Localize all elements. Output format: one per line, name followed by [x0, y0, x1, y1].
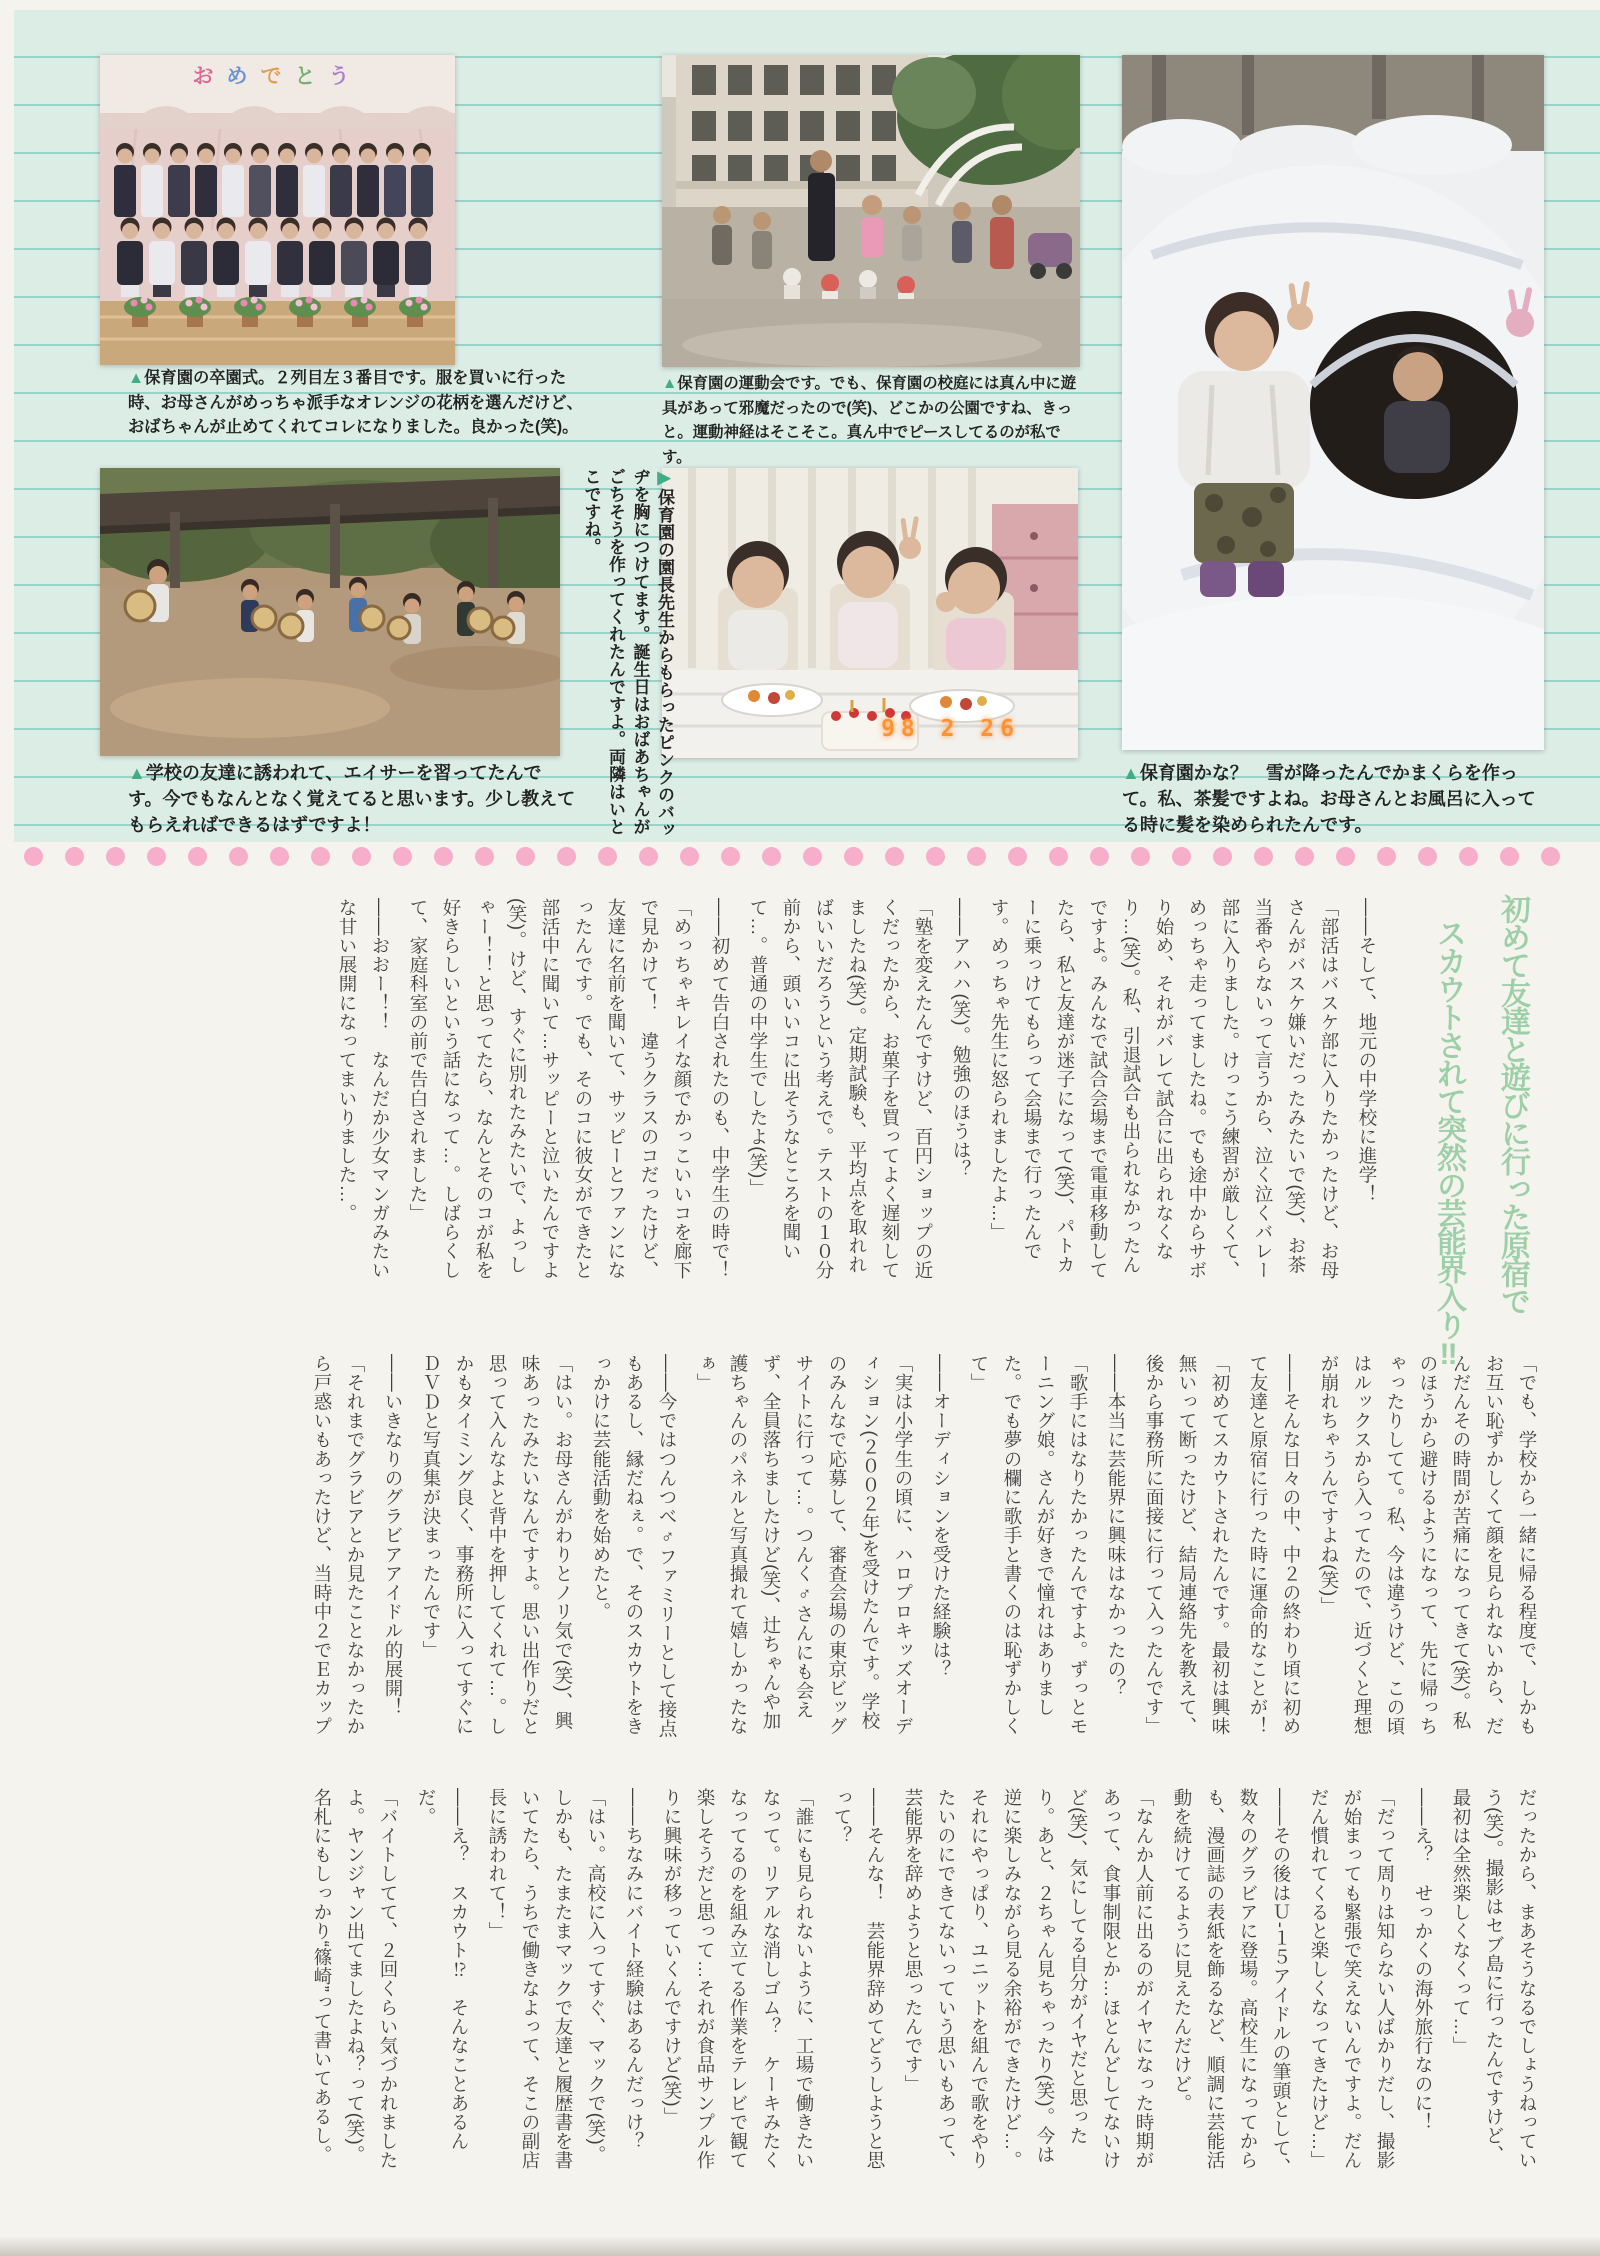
interviewer-line: ――ちなみにバイト経験はあるんだっけ？	[624, 1788, 645, 2151]
photo-party-scene	[662, 468, 1078, 758]
pink-dot	[1049, 847, 1068, 866]
pink-dot	[1418, 847, 1437, 866]
pink-dot	[147, 847, 166, 866]
answer-line: 「誰にも見られないように、工場で働きたいなって。リアルな消しゴム？ ケーキみたくなってるのを組み立てる作業をテレビで観て楽しそうだと思って…それが食品サンプル作りに興味が移っていくんですけど(笑)」	[662, 1788, 815, 2170]
pink-dot	[311, 847, 330, 866]
interviewer-line: ――そんな日々の中、中２の終わり頃に初めて友達と原宿に行った時に運命的なことが！	[1248, 1354, 1302, 1736]
banner-text	[100, 60, 455, 90]
pink-dot	[1500, 847, 1519, 866]
caption-birthday-party	[578, 468, 676, 844]
photo-graduation-scene	[100, 55, 455, 365]
pink-dot	[885, 847, 904, 866]
pink-dot	[1172, 847, 1191, 866]
pink-dot	[188, 847, 207, 866]
interviewer-line: ――そんな！ 芸能界辞めてどうしようと思って？	[832, 1788, 886, 2170]
answer-line: 「実は小学生の頃に、ハロプロキッズオーディション(２００２年)を受けたんです。学校のみんなで応募して、審査会場の東京ビッグサイトに行って…。つんく♂さんにも会えず、全員落ちましたけど(笑)、辻ちゃんや加護ちゃんのパネルと写真撮れて嬉しかったなぁ」	[695, 1354, 914, 1736]
answer-line: だったから、まあそうなるでしょうねっていう(笑)。撮影はセブ島に行ったんですけど、最初は全然楽しくなくって…」	[1451, 1788, 1538, 2170]
banner-letter: と	[294, 65, 329, 88]
interviewer-line: ――オーディションを受けた経験は？	[931, 1354, 952, 1679]
caption-graduation-text: 保育園の卒園式。２列目左３番目です。服を買いに行った時、お母さんがめっちゃ派手なオレンジの花柄を選んだけど、おばちゃんが止めてくれてコレになりました。良かった(笑)。	[128, 369, 583, 436]
triangle-marker-icon: ▲	[128, 763, 146, 783]
answer-line: 「それまでグラビアとか見たことなかったから戸惑いもあったけど、当時中２でＥカップ	[312, 1354, 366, 1736]
pink-dot	[803, 847, 822, 866]
answer-line: 「めっちゃキレイな顔でかっこいいコを廊下で見かけて！ 違うクラスのコだったけど、友達に名前を聞いて、サッピーとファンになったんです。でも、そのコに彼女ができたと部活中に聞いて…サッピーと泣いたんですよ(笑)。けど、すぐに別れたみたいで、よっしゃー！！と思ってたら、なんとそのコが私を好きらしいという話になって…。しばらくして、家庭科室の前で告白されました」	[408, 898, 693, 1280]
interviewer-line: ――え？ せっかくの海外旅行なのに！	[1413, 1788, 1434, 2132]
pink-dot	[434, 847, 453, 866]
pink-dot	[1254, 847, 1273, 866]
banner-letter: う	[328, 65, 363, 88]
photo-eisa-practice	[100, 468, 560, 756]
triangle-marker-icon: ▶	[655, 468, 674, 489]
pink-dot	[598, 847, 617, 866]
interviewer-line: ――今ではつんつべ♂ファミリーとして接点もあるし、縁だねぇ。で、そのスカウトをきっかけに芸能活動を始めたと。	[591, 1354, 678, 1739]
caption-sports-day	[662, 372, 1088, 470]
interviewer-line: ――アハハ(笑)。勉強のほうは？	[951, 898, 972, 1179]
interviewer-line: ――いきなりのグラビアアイドル的展開！	[383, 1354, 404, 1717]
photo-snow-scene	[1122, 55, 1544, 750]
answer-line: 「はい。高校に入ってすぐ、マックで(笑)。しかも、たまたまマックで友達と履歴書を書いてたら、うちで働きなよって、そこの副店長に誘われて！」	[487, 1788, 607, 2170]
pink-dot	[762, 847, 781, 866]
caption-sports-day-text: 保育園の運動会です。でも、保育園の校庭には真ん中に遊具があって邪魔だったので(笑)、どこかの公園ですね、きっと。運動神経はそこそこ。真ん中でピースしてるのが私です。	[662, 375, 1077, 466]
pink-dot	[844, 847, 863, 866]
pink-dot	[475, 847, 494, 866]
article-block-3	[301, 1788, 1544, 2182]
banner-letter: お	[192, 65, 227, 88]
photo-eisa-scene	[100, 468, 560, 756]
photo-birthday-party	[662, 468, 1078, 758]
answer-line: 「でも、学校から一緒に帰る程度で、しかもお互い恥ずかしくて顔を見られないから、だんだんその時間が苦痛になってきて(笑)。私のほうから避けるようになって、先に帰っちゃったりしてて。私、今は違うけど、この頃はルックスから入ってたので、近づくと理想が崩れちゃうんですよね(笑)」	[1319, 1354, 1538, 1736]
headline	[1416, 894, 1544, 1369]
caption-eisa	[128, 760, 576, 838]
banner-letter: で	[260, 65, 295, 88]
pink-dot	[1541, 847, 1560, 866]
photo-graduation	[100, 55, 455, 365]
pink-dot	[1008, 847, 1027, 866]
interviewer-line: ――え？ スカウト⁉ そんなことあるんだ。	[416, 1788, 470, 2151]
photo-sports-scene	[662, 55, 1080, 367]
pink-dot	[229, 847, 248, 866]
caption-graduation	[128, 366, 590, 440]
answer-line: 「はい。お母さんがわりとノリ気で(笑)、興味あったみたいなんですよ。思い出作りだと思って入んなよと背中を押してくれて…。しかもタイミング良く、事務所に入ってすぐにＤＶＤと写真集が決まったんです」	[421, 1354, 574, 1736]
pink-dot	[352, 847, 371, 866]
caption-snow	[1122, 760, 1548, 838]
caption-eisa-text: 学校の友達に誘われて、エイサーを習ってたんです。今でもなんとなく覚えてると思います。少し教えてもらえればできるはずですよ！	[128, 763, 576, 835]
answer-line: 「歌手にはなりたかったんですよ。ずっとモーニング娘。さんが好きで憧れはありました。でも夢の欄に歌手と書くのは恥ずかしくて」	[969, 1354, 1089, 1736]
caption-birthday-party-text: 保育園の園長先生からもらったピンクのバッヂを胸につけてます。誕生日はおばあちゃんがごちそうを作ってくれたんですよ。両隣はいとこですね。	[581, 468, 674, 839]
pink-dot	[1295, 847, 1314, 866]
pink-dot	[1090, 847, 1109, 866]
pink-dot	[926, 847, 945, 866]
interviewer-line: ――そして、地元の中学校に進学！	[1357, 898, 1378, 1204]
photo-sports-day	[662, 55, 1080, 367]
headline-line-1: 初めて友達と遊びに行った原宿で	[1496, 894, 1529, 1314]
answer-line: 「初めてスカウトされたんです。最初は興味無いって断ったけど、結局連絡先を教えて、後から事務所に面接に行って入ったんです」	[1144, 1354, 1231, 1736]
pink-dot	[680, 847, 699, 866]
page-bottom-shadow	[0, 2236, 1600, 2256]
pink-dot	[1459, 847, 1478, 866]
answer-line: 「だって周りは知らない人ばかりだし、撮影が始まっても緊張で笑えないんですよ。だんだん慣れてくると楽しくなってきたけど…」	[1309, 1788, 1396, 2170]
pink-dot	[1336, 847, 1355, 866]
interviewer-line: ――その後はＵ-１５アイドルの筆頭として、数々のグラビアに登場。高校生になってからも、漫画誌の表紙を飾るなど、順調に芸能活動を続けてるように見えたんだけど。	[1172, 1788, 1292, 2177]
triangle-marker-icon: ▲	[128, 369, 145, 387]
date-stamp: 98 2 26	[881, 716, 1020, 742]
pink-dot	[516, 847, 535, 866]
interviewer-line: ――おおー！！ なんだか少女マンガみたいな甘い展開になってまいりました…。	[337, 898, 391, 1280]
pink-dot	[1131, 847, 1150, 866]
pink-dot	[106, 847, 125, 866]
caption-snow-text: 保育園かな？ 雪が降ったんでかまくらを作って。私、茶髪ですよね。お母さんとお風呂に入ってる時に髪を染められたんです。	[1122, 763, 1536, 835]
dotted-border	[24, 847, 1560, 866]
pink-dot	[270, 847, 289, 866]
answer-line: 「塾を変えたんですけど、百円ショップの近くだったから、お菓子を買ってよく遅刻してましたね(笑)。定期試験も、平均点を取れればいいだろうという考えで。テストの１０分前から、頭いいコに出そうなところを聞いて…。普通の中学生でしたよ(笑)」	[748, 898, 934, 1280]
article-block-2	[301, 1354, 1544, 1748]
photo-snow-kamakura	[1122, 55, 1544, 750]
triangle-marker-icon: ▲	[662, 375, 678, 392]
pink-dot	[393, 847, 412, 866]
interviewer-line: ――初めて告白されたのも、中学生の時で！	[710, 898, 731, 1280]
answer-line: 「部活はバスケ部に入りたかったけど、お母さんがバスケ嫌いだったみたいで(笑)、お茶当番やらないって言うから、泣く泣くバレー部に入りました。けっこう練習が厳しくて、めっちゃ走ってましたね。でも途中からサボり始め、それがバレて試合に出られなくなり…(笑)。私、引退試合も出られなかったんですよ。みんなで試合会場まで電車移動してたら、私と友達が迷子になって(笑)、パトカーに乗っけてもらって会場まで行ったんです。めっちゃ先生に怒られましたよ…」	[989, 898, 1340, 1280]
pink-dot	[967, 847, 986, 866]
pink-dot	[24, 847, 43, 866]
answer-line: 「なんか人前に出るのがイヤになった時期があって、食事制限とか…ほとんどしてないけど(笑)、気にしてる自分がイヤだと思ったり。あと、２ちゃん見ちゃったり(笑)。今は逆に楽しみながら見る余裕ができたけど…。それにやっぱり、ユニットを組んで歌をやりたいのにできてないっていう思いもあって、芸能界を辞めようと思ったんです」	[903, 1788, 1155, 2170]
headline-line-2: スカウトされて突然の芸能界入り‼	[1432, 918, 1465, 1369]
answer-line: 「バイトしてて、２回くらい気づかれましたよ。ヤンジャン出てましたよね？って(笑)。名札にもしっかり“篠崎”って書いてあるし。	[312, 1788, 399, 2170]
pink-dot	[721, 847, 740, 866]
pink-dot	[1213, 847, 1232, 866]
pink-dot	[557, 847, 576, 866]
article-block-1	[326, 898, 1384, 1290]
pink-dot	[639, 847, 658, 866]
pink-dot	[1377, 847, 1396, 866]
banner-letter: め	[226, 65, 261, 88]
pink-dot	[65, 847, 84, 866]
interviewer-line: ――本当に芸能界に興味はなかったの？	[1106, 1354, 1127, 1698]
triangle-marker-icon: ▲	[1122, 763, 1140, 783]
